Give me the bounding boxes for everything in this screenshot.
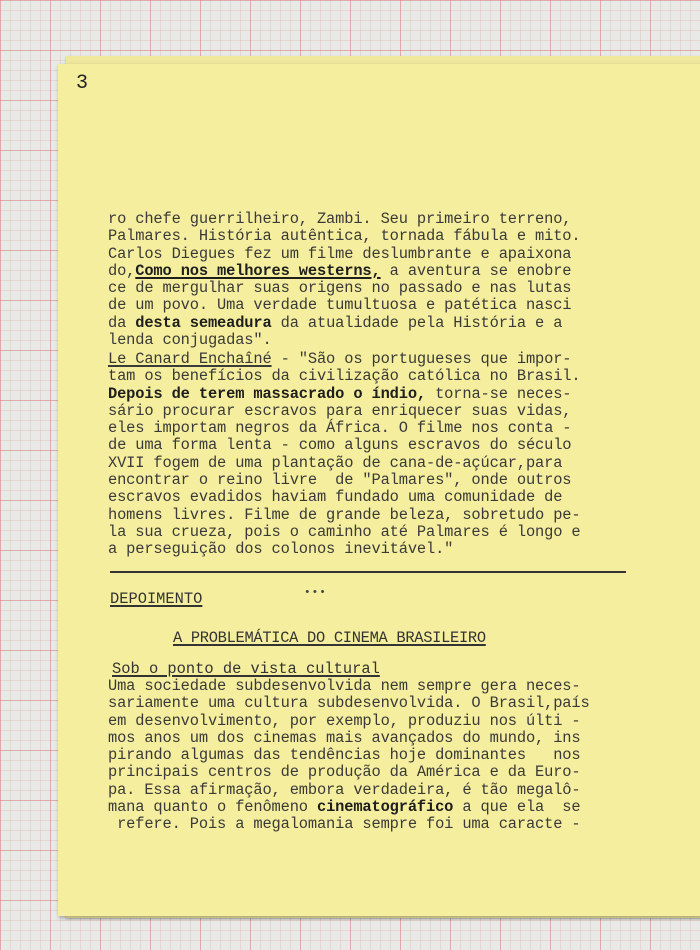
section-divider: [110, 571, 626, 573]
paragraph-canard: [108, 351, 628, 559]
text-line: mos anos um dos cinemas mais avançados do mundo, ins: [108, 728, 581, 747]
text-line: homens livres. Filme de grande beleza, sobretudo pe-: [108, 505, 581, 524]
text-line: la sua crueza, pois o caminho até Palmares é longo e: [108, 522, 581, 541]
text-line: sariamente uma cultura subdesenvolvida. O Brasil,país: [108, 694, 590, 713]
paragraph-palmares: [108, 211, 628, 349]
text-line: mana quanto o fenômeno: [108, 798, 317, 817]
text-line: encontrar o reino livre de "Palmares", onde outros: [108, 471, 572, 490]
bold-phrase: desta semeadura: [135, 313, 272, 332]
text-line: de uma forma lenta - como alguns escravos do século: [108, 436, 572, 455]
section-label: DEPOIMENTO: [110, 590, 203, 608]
text-line: da: [108, 313, 136, 332]
text-line: Uma sociedade subdesenvolvida nem sempre gera neces-: [108, 677, 581, 695]
quote-source: Le Canard Enchaîné: [108, 350, 272, 368]
text-line: lenda conjugadas".: [108, 331, 272, 350]
text-line: de um povo. Uma verdade tumultuosa e patética nasci: [108, 296, 572, 315]
text-line: Palmares. História autêntica, tornada fábula e mito.: [108, 227, 581, 246]
text-line: sário procurar escravos para enriquecer suas vidas,: [108, 401, 572, 420]
text-line: a aventura se enobre: [380, 261, 572, 280]
text-line: pa. Essa afirmação, embora verdadeira, é tão megalô-: [108, 780, 581, 799]
text-line: torna-se neces-: [426, 384, 572, 403]
text-line: eles importam negros da África. O filme nos conta -: [108, 419, 572, 438]
bold-phrase: cinematográfico: [316, 798, 454, 817]
page-number: 3: [76, 72, 89, 95]
text-line: XVII fogem de uma plantação de cana-de-açúcar,para: [108, 453, 563, 472]
article-title: A PROBLEMÁTICA DO CINEMA BRASILEIRO: [173, 629, 486, 647]
text-line: tam os benefícios da civilização católica no Brasil.: [108, 367, 581, 386]
text-line: refere. Pois a megalomania sempre foi uma caracte -: [108, 815, 581, 834]
article-subtitle: Sob o ponto de vista cultural: [112, 660, 380, 678]
text-line: escravos evadidos haviam fundado uma comunidade de: [108, 488, 563, 507]
text-line: da atualidade pela História e a: [271, 313, 563, 332]
ink-mark: •••: [304, 587, 327, 599]
text-line: ro chefe guerrilheiro, Zambi. Seu primeiro terreno,: [108, 210, 572, 228]
paragraph-cinema: [108, 678, 628, 834]
text-line: do,: [108, 261, 136, 280]
bold-phrase: Como nos melhores westerns,: [135, 261, 381, 280]
bold-phrase: Depois de terem massacrado o índio,: [108, 384, 427, 403]
text-line: - "São os portugueses que impor-: [271, 350, 572, 368]
text-line: ce de mergulhar suas origens no passado e nas lutas: [108, 279, 572, 298]
text-line: pirando algumas das tendências hoje dominantes nos: [108, 746, 581, 765]
text-line: em desenvolvimento, por exemplo, produziu nos últi -: [108, 711, 581, 730]
text-line: Carlos Diegues fez um filme deslumbrante e apaixona: [108, 244, 572, 263]
text-line: principais centros de produção da América e da Euro-: [108, 763, 581, 782]
text-line: a que ela se: [453, 798, 581, 817]
text-line: a perseguição dos colonos inevitável.": [108, 540, 454, 559]
